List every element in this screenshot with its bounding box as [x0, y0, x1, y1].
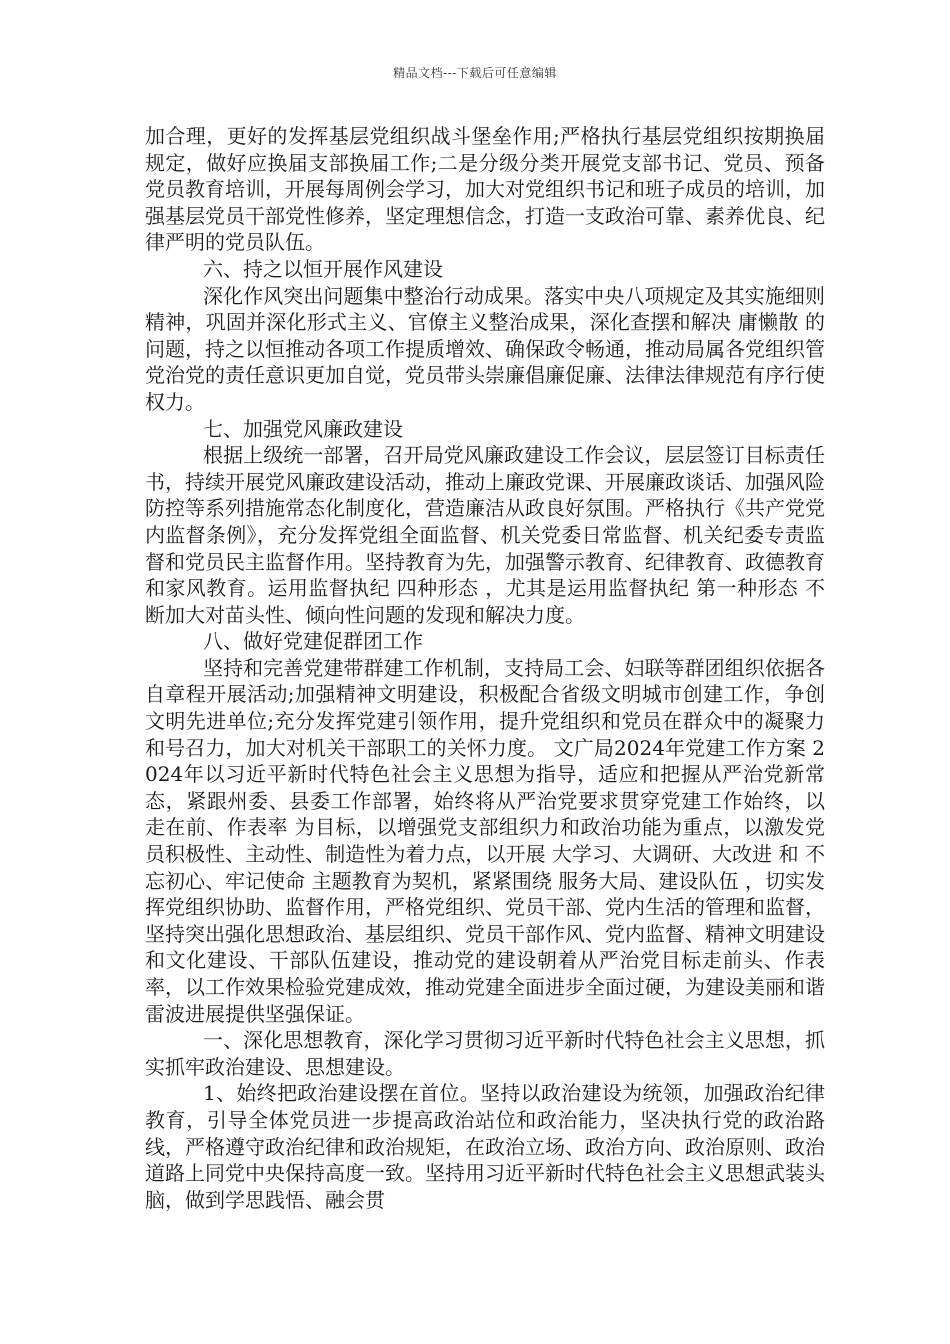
- paragraph: 深化作风突出问题集中整治行动成果。落实中央八项规定及其实施细则精神，巩固并深化形式主义、官僚主义整治成果，深化查摆和解决 庸懒散 的问题，持之以恒推动各项工作提质增效、确保政令畅通，推动局属各党组织管党治党的责任意识更加自觉，党员带头崇廉倡廉促廉、法律法律规范有序行使权力。: [145, 283, 825, 414]
- section-heading: 七、加强党风廉政建设: [203, 416, 403, 441]
- section-heading: 一、深化思想教育，深化学习贯彻习近平新时代特色社会主义思想，抓实抓牢政治建设、思想建设。: [145, 1028, 825, 1079]
- page-header: 精品文档---下载后可任意编辑: [393, 66, 557, 80]
- section-heading: 八、做好党建促群团工作: [203, 629, 423, 654]
- document-body: [145, 123, 825, 1213]
- paragraph: 1、始终把政治建设摆在首位。坚持以政治建设为统领，加强政治纪律教育，引导全体党员进一步提高政治站位和政治能力，坚决执行党的政治路线，严格遵守政治纪律和政治规矩，在政治立场、政治方向、政治原则、政治道路上同党中央保持高度一致。坚持用习近平新时代特色社会主义思想武装头脑，做到学思践悟、融会贯: [145, 1081, 825, 1212]
- paragraph: 坚持和完善党建带群建工作机制，支持局工会、妇联等群团组织依据各自章程开展活动;加强精神文明建设，积极配合省级文明城市创建工作，争创文明先进单位;充分发挥党建引领作用，提升党组织和党员在群众中的凝聚力和号召力，加大对机关干部职工的关怀力度。 文广局2024年党建工作方案 2024年以习近平新时代特色社会主义思想为指导，适应和把握从严治党新常态，紧跟州委、县委工作部署，始终将从严治党要求贯穿党建工作始终，以 走在前、作表率 为目标，以增强党支部组织力和政治功能为重点，以激发党员积极性、主动性、制造性为着力点，以开展 大学习、大调研、大改进 和 不忘初心、牢记使命 主题教育为契机，紧紧围绕 服务大局、建设队伍 ，切实发挥党组织协助、监督作用，严格党组织、党员干部、党内生活的管理和监督，坚持突出强化思想政治、基层组织、党员干部作风、党内监督、精神文明建设和文化建设、干部队伍建设，推动党的建设朝着从严治党目标走前头、作表率，以工作效果检验党建成效，推动党建全面进步全面过硬，为建设美丽和谐雷波进展提供坚强保证。: [145, 655, 825, 1026]
- section-heading: 六、持之以恒开展作风建设: [203, 256, 443, 281]
- paragraph: 加合理，更好的发挥基层党组织战斗堡垒作用;严格执行基层党组织按期换届规定，做好应换届支部换届工作;二是分级分类开展党支部书记、党员、预备党员教育培训，开展每周例会学习，加大对党组织书记和班子成员的培训，加强基层党员干部党性修养，坚定理想信念，打造一支政治可靠、素养优良、纪律严明的党员队伍。: [145, 124, 825, 255]
- paragraph: 根据上级统一部署，召开局党风廉政建设工作会议，层层签订目标责任书，持续开展党风廉政建设活动，推动上廉政党课、开展廉政谈话、加强风险防控等系列措施常态化制度化，营造廉洁从政良好氛围。严格执行《共产党党内监督条例》，充分发挥党组全面监督、机关党委日常监督、机关纪委专责监督和党员民主监督作用。坚持教育为先，加强警示教育、纪律教育、政德教育和家风教育。运用监督执纪 四种形态 ，尤其是运用监督执纪 第一种形态 不断加大对苗头性、倾向性问题的发现和解决力度。: [145, 443, 825, 627]
